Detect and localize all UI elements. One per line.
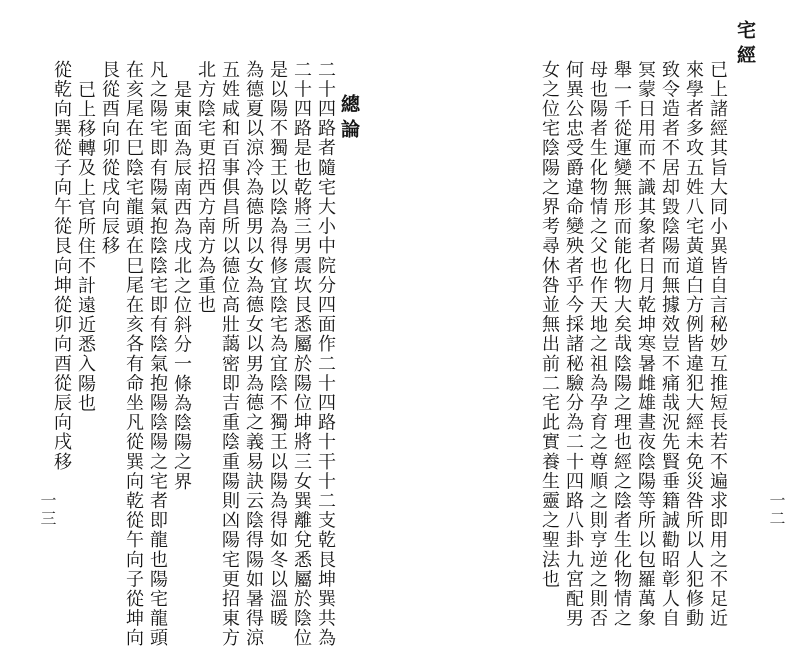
text-column: 是以陽不獨王以陰為得修宜陰宅為宜陰不獨王以陽為得如冬以溫暖 — [267, 60, 288, 629]
running-header: 宅經 — [734, 20, 756, 70]
text-column: 從乾向巽從子向午從艮向坤從卯向酉從辰向戌移 — [51, 60, 72, 472]
text-column: 是東面為辰南西為戌北之位斜分一條為陰陽之界 — [171, 80, 192, 492]
text-column: 凡之陽宅即有陽氣抱陰陰宅即有陰氣抱陽陰陽之宅者即龍也陽宅龍頭 — [147, 60, 168, 648]
text-column: 為德夏以涼冷為德男以女為德女以男為德之義易訣云陰得陽如暑得涼 — [243, 60, 264, 648]
text-column: 在亥尾在巳陰宅龍頭在巳尾在亥各有命坐凡從巽向乾從午向子從坤向 — [123, 60, 144, 648]
section-heading: 總論 — [338, 94, 360, 144]
text-column: 已上移轉及上官所住不計遠近悉入陽也 — [75, 80, 96, 414]
text-column: 致令造者不居却毀陰陽而無據效豈不痛哉況先賢垂籍誠勸昭彰人自 — [659, 60, 680, 629]
text-column: 女之位宅陰陽之界考尋休咎並無出前二宅此實養生靈之聖法也 — [539, 60, 560, 590]
text-column: 舉一千從運變無形而能化物大矣哉陰陽之理也經之陰者生化物情之 — [611, 60, 632, 629]
text-column: 二十四路者隨宅大小中院分四面作二十四路十干十二支乾艮坤巽共為 — [315, 60, 336, 648]
text-column: 五姓咸和百事俱昌所以德位高壯藹密即吉重陰重陽則凶陽宅更招東方 — [219, 60, 240, 648]
text-column: 已上諸經其旨大同小異皆自言秘妙互推短長若不遍求即用之不足近 — [707, 60, 728, 629]
page-number: 一三 — [38, 492, 57, 528]
text-column: 艮從酉向卯從戌向辰移 — [99, 60, 120, 256]
text-column: 母也陽者生化物情之父也作天地之祖為孕育之尊順之則亨逆之則否 — [587, 60, 608, 629]
text-column: 何異公忠受爵違命變殃者乎今採諸秘驗分為二十四路八卦九宮配男 — [563, 60, 584, 629]
page-number: 一二 — [767, 492, 786, 528]
text-column: 冥蒙日用而不識其象者日月乾坤寒暑雌雄晝夜陰陽等所以包羅萬象 — [635, 60, 656, 629]
text-column: 來學者多攻五姓八宅黃道白方例皆違犯大經未免災咎所以人犯修動 — [683, 60, 704, 629]
text-column: 二十四路是也乾將三男震坎艮悉屬於陽位坤將三女巽離兌悉屬於陰位 — [291, 60, 312, 648]
text-column: 北方陰宅更招西方南方為重也 — [195, 60, 216, 315]
